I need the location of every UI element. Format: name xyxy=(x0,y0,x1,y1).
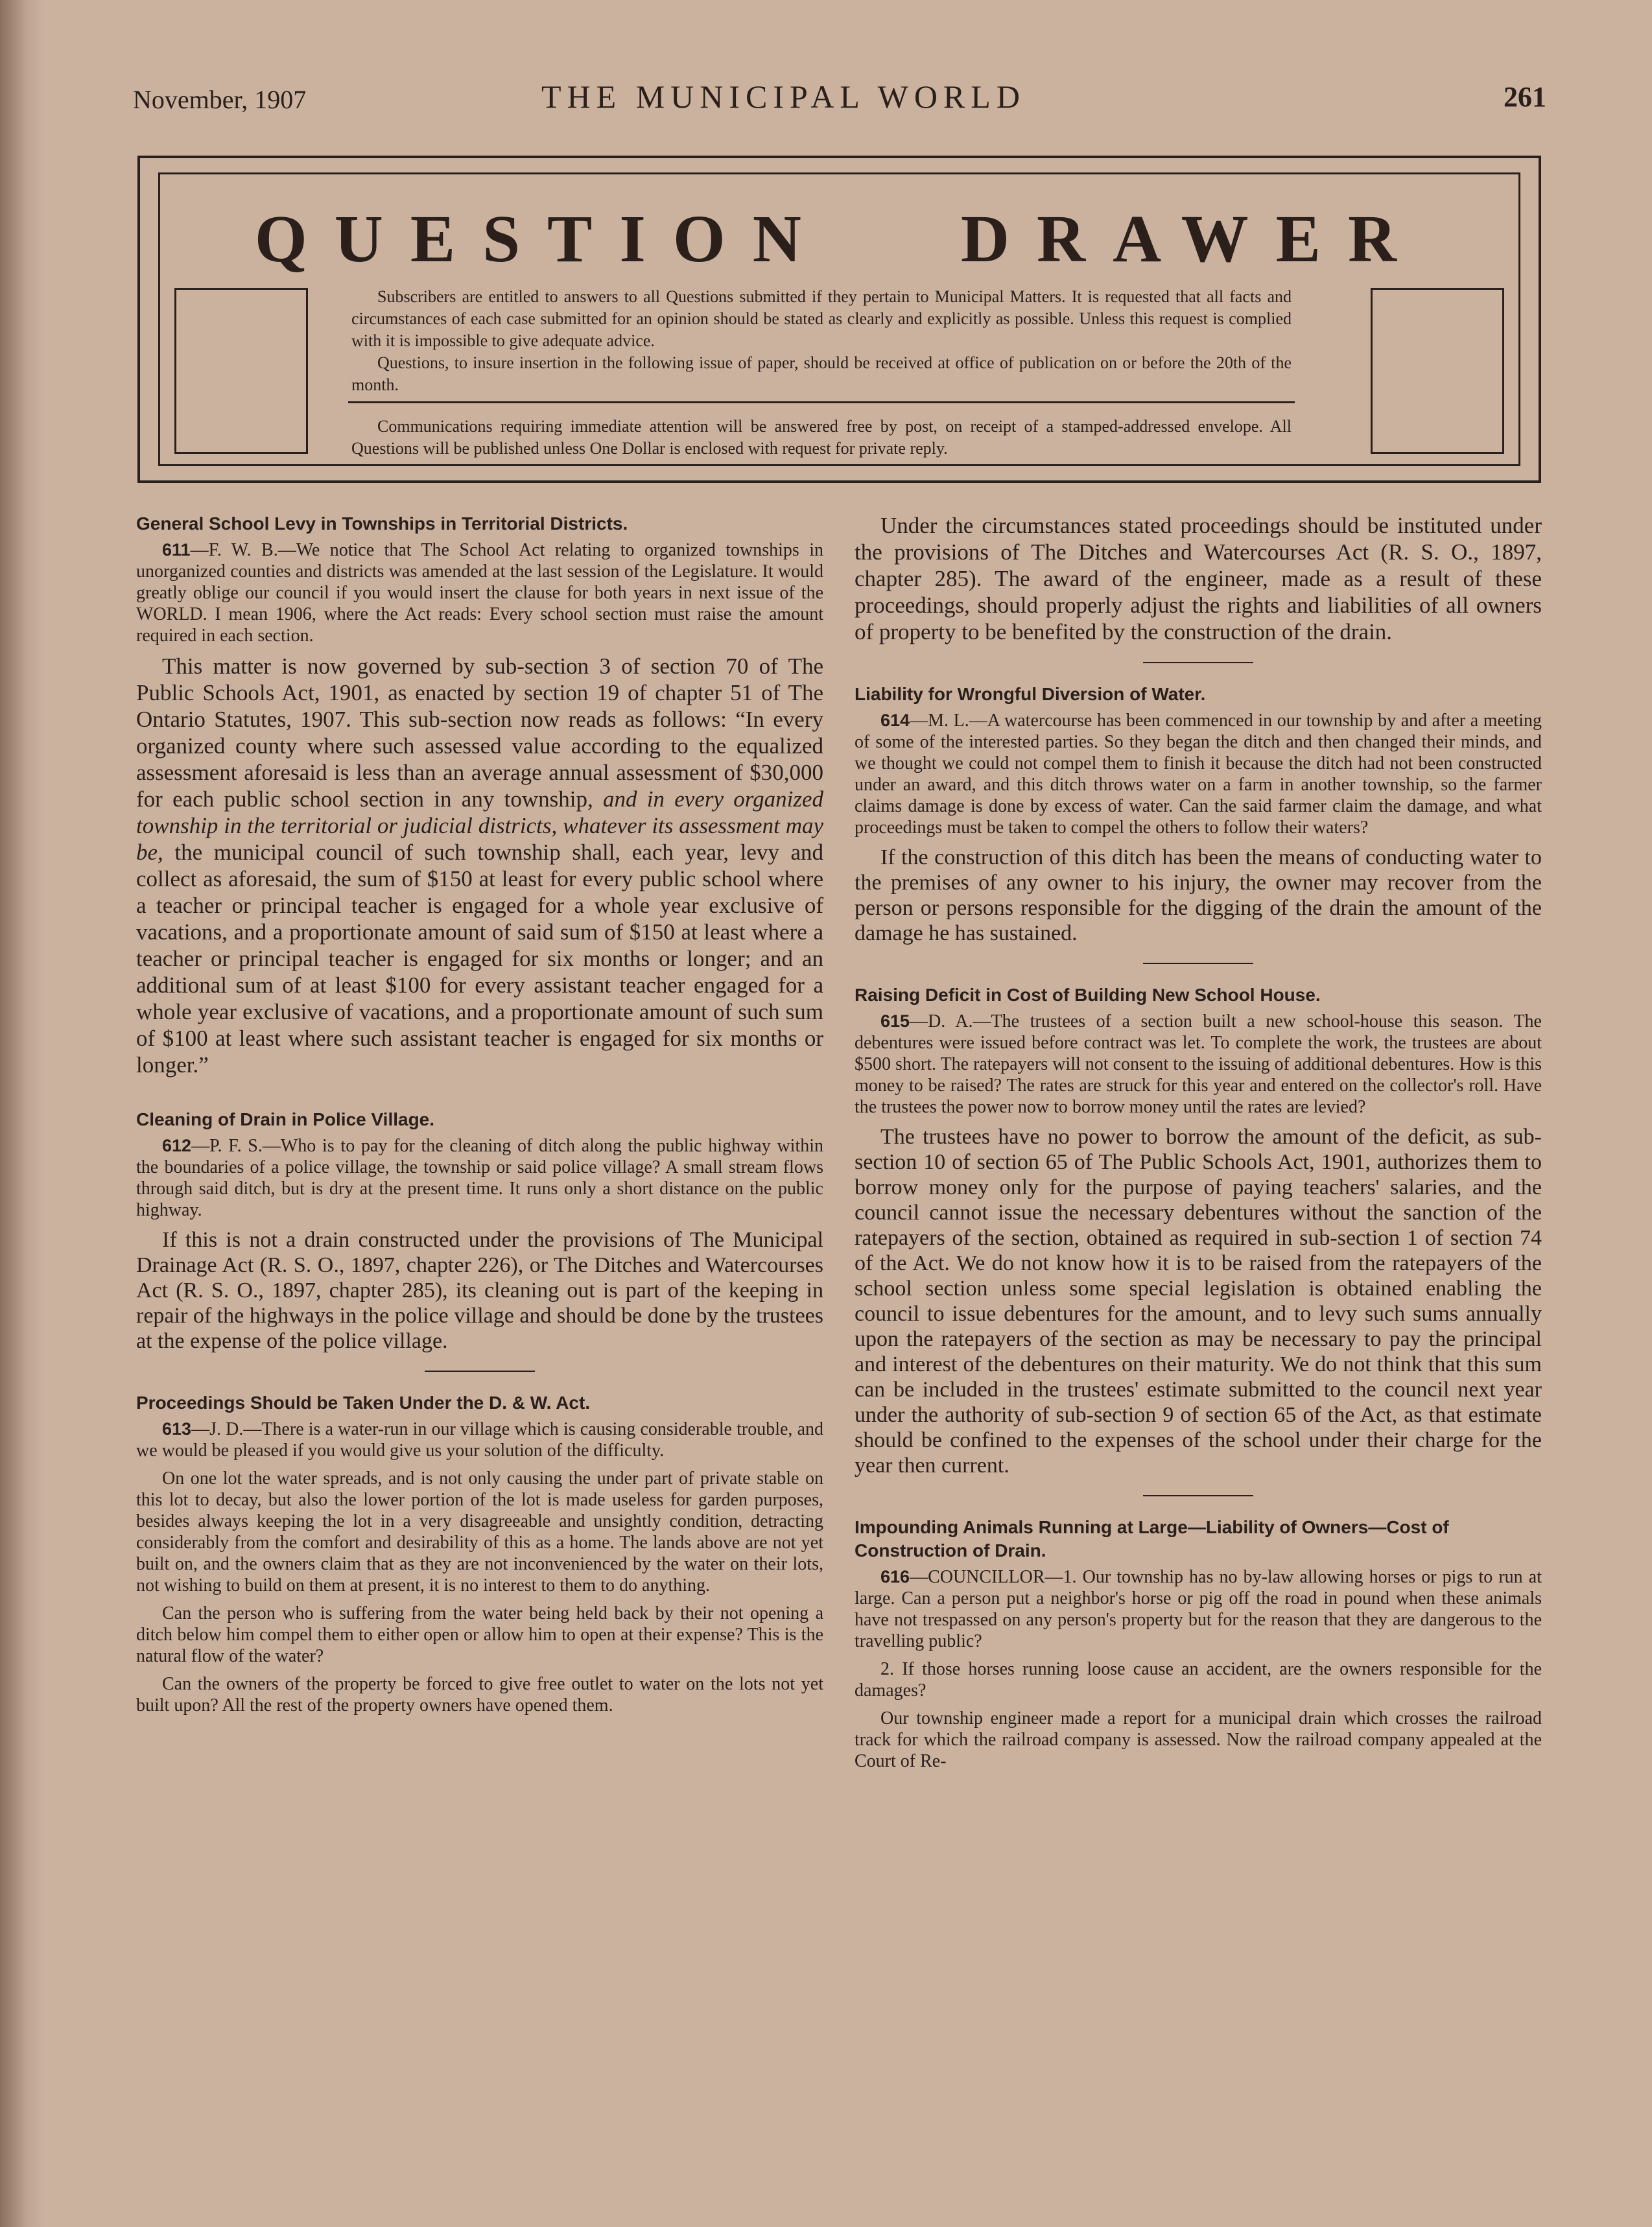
article-613-answer: Under the circumstances stated proceedings should be instituted under the provisions of The Ditches and Watercourses Act (R. S. O., 1897, chapter 285). The award of the engineer, made as a result of these proceedings, should properly adjust the rights and liabilities of all owners of property to be benefited by the construction of the drain. xyxy=(855,513,1542,644)
section-separator xyxy=(1143,963,1253,964)
question-text: —COUNCILLOR—1. Our township has no by-law allowing horses or pigs to run at large. Can a person put a neighbor's horse or pig off the road in pound when these animals have not trespassed on any person's property but for the reason that they are dangerous to the travelling public? xyxy=(855,1567,1542,1651)
answer-text-1: This matter is now governed by sub-section 3 of section 70 of The Public Schools Act, 1901, as enacted by section 19 of chapter 51 of The Ontario Statutes, 1907. This sub-section now reads as follows: “In every organized county where such assessed value according to the equalized assessment aforesaid is less than an average annual assessment of $30,000 for each public school section in any township, xyxy=(136,654,823,812)
article-question xyxy=(855,1011,1542,1118)
article-question xyxy=(136,1419,823,1461)
banner-notice-2: Questions, to insure insertion in the following issue of paper, should be received at office of publication on or before the 20th of the month. xyxy=(351,353,1292,394)
article-question xyxy=(136,539,823,646)
article-heading: Liability for Wrongful Diversion of Water. xyxy=(855,684,1206,704)
question-number: 614 xyxy=(880,711,910,730)
question-number: 613 xyxy=(162,1419,192,1439)
article-heading: Impounding Animals Running at Large—Liability of Owners—Cost of Construction of Drain. xyxy=(855,1517,1449,1561)
article-heading: Proceedings Should be Taken Under the D. & W. Act. xyxy=(136,1393,591,1413)
page-number: 261 xyxy=(1504,81,1546,113)
article-613 xyxy=(136,1391,823,1716)
article-answer xyxy=(136,653,823,1078)
question-text: —P. F. S.—Who is to pay for the cleaning of ditch along the public highway within the boundaries of a police village, the township or said police village? A small stream flows through said ditch, but is dry at the present time. It runs only a short distance on the public highway. xyxy=(136,1136,823,1220)
section-separator xyxy=(1143,662,1253,663)
question-text: —D. A.—The trustees of a section built a new school-house this season. The debentures were issued before contract was let. To complete the work, the trustees are about $500 short. The ratepayers will not consent to the issuing of additional debentures. How is this money to be raised? The rates are struck for this year and entered on the collector's roll. Have the trustees the power now to borrow money until the rates are levied? xyxy=(855,1011,1542,1117)
banner-notice-block xyxy=(351,286,1292,396)
banner-inner-frame xyxy=(158,172,1520,466)
question-paragraph: Our township engineer made a report for a municipal drain which crosses the railroad track for which the railroad company is assessed. Now the railroad company appealed at the Court of Re- xyxy=(855,1708,1542,1771)
question-text: —M. L.—A watercourse has been commenced in our township by and after a meeting of some of the interested parties. So they began the ditch and then changed their minds, and we thought we could not compel them to finish it because the ditch had not been constructed under an award, and this ditch throws water on a farm in another township, so the farmer claims damage is done by excess of water. Can the said farmer claim the damage, and what proceedings must be taken to compel the others to follow their waters? xyxy=(855,711,1542,838)
article-616 xyxy=(855,1516,1542,1772)
question-text: —J. D.—There is a water-run in our village which is causing considerable trouble, and we would be pleased if you would give us your solution of the difficulty. xyxy=(136,1419,823,1461)
journal-title: THE MUNICIPAL WORLD xyxy=(541,78,1026,115)
question-number: 611 xyxy=(162,540,191,560)
article-615 xyxy=(855,984,1542,1478)
article-question xyxy=(855,1566,1542,1652)
article-answer: If this is not a drain constructed under the provisions of The Municipal Drainage Act (R. S. O., 1897, chapter 226), or The Ditches and Watercourses Act (R. S. O., 1897, chapter 285), its cleaning out is part of the keeping in repair of the highways in the police village and should be done by the trustees at the expense of the police village. xyxy=(136,1228,823,1353)
question-drawer-banner xyxy=(137,156,1541,483)
article-614 xyxy=(855,683,1542,946)
question-number: 615 xyxy=(880,1011,910,1031)
banner-right-box xyxy=(1371,288,1504,454)
running-head xyxy=(133,78,1546,123)
article-question xyxy=(855,710,1542,838)
article-heading: Raising Deficit in Cost of Building New School House. xyxy=(855,985,1321,1005)
page-binding-shadow xyxy=(0,0,45,2227)
banner-notice-3: Communications requiring immediate attention will be answered free by post, on receipt of a stamped-addressed envelope. All Questions will be published unless One Dollar is enclosed with request for private reply. xyxy=(351,417,1292,458)
banner-divider xyxy=(348,401,1295,403)
answer-text-2: the municipal council of such township shall, each year, levy and collect as aforesaid, the sum of $150 at least for every public school where a teacher or principal teacher is engaged for a whole year exclusive of vacations, and a proportionate amount of said sum of $150 at least where a teacher or principal teacher is engaged for six months or longer; and an additional sum of at least $100 for every assistant teacher engaged for a whole year exclusive of vacations, and a proportionate amount of such sum of $100 at least where such assistant teacher is engaged for six months or longer.” xyxy=(136,840,823,1078)
question-paragraph: Can the person who is suffering from the water being held back by their not opening a ditch below him compel them to either open or allow him to open at their expense? This is the natural flow of the water? xyxy=(136,1603,823,1666)
article-611 xyxy=(136,512,823,1078)
question-text: —F. W. B.—We notice that The School Act relating to organized townships in unorganized counties and districts was amended at the last session of the Legislature. It would greatly oblige our council if you would insert the clause for both years in next issue of the WORLD. I mean 1906, where the Act reads: Every school section must raise the amount required in each section. xyxy=(136,540,823,646)
question-paragraph: Can the owners of the property be forced to give free outlet to water on the lots not yet built upon? All the rest of the property owners have opened them. xyxy=(136,1674,823,1715)
article-answer: The trustees have no power to borrow the amount of the deficit, as sub-section 10 of section 65 of The Public Schools Act, 1901, authorizes them to borrow money only for the purpose of paying teachers' salaries, and the council cannot issue the necessary debentures without the sanction of the ratepayers of the section, obtained as required in sub-section 1 of section 74 of the Act. We do not know how it is to be raised from the ratepayers of the school section unless some special legislation is obtained enabling the council to issue debentures for the amount, and to levy such sums annually upon the ratepayers of the section as may be necessary to pay the principal and interest of the debentures on their maturity. We do not think that this sum can be included in the trustees' estimate submitted to the council next year under the authority of sub-section 9 of section 65 of the Act, as that estimate should be confined to the expenses of the school under their charge for the year then current. xyxy=(855,1125,1542,1478)
question-paragraph: 2. If those horses running loose cause an accident, are the owners responsible for the damages? xyxy=(855,1659,1542,1701)
article-heading: General School Levy in Townships in Territorial Districts. xyxy=(136,513,628,534)
section-separator xyxy=(425,1371,535,1372)
banner-title: QUESTION DRAWER xyxy=(254,202,1424,276)
banner-left-box xyxy=(174,288,308,454)
question-paragraph: On one lot the water spreads, and is not only causing the under part of private stable on this lot to decay, but also the lower portion of the lot is made useless for garden purposes, besides always keeping the lot in a very disagreeable and unsightly condition, detracting considerably from the comfort and desirability of this as a home. The lands above are not yet built on, and the owners claim that as they are not inconvenienced by the water on their lots, not wishing to build on them at present, it is no interest to them to do anything. xyxy=(136,1468,823,1596)
article-gap xyxy=(136,1085,823,1108)
banner-notice-1: Subscribers are entitled to answers to all Questions submitted if they pertain to Municipal Matters. It is requested that all facts and circumstances of each case submitted for an opinion should be stated as clearly and explicitly as possible. Unless this request is complied with it is impossible to give adequate advice. xyxy=(351,287,1292,350)
article-612 xyxy=(136,1108,823,1354)
question-number: 612 xyxy=(162,1136,192,1155)
question-number: 616 xyxy=(880,1567,910,1586)
issue-date: November, 1907 xyxy=(133,85,307,114)
section-separator xyxy=(1143,1495,1253,1496)
right-column xyxy=(855,512,1542,1778)
left-column xyxy=(136,512,823,1723)
article-heading: Cleaning of Drain in Police Village. xyxy=(136,1109,435,1129)
article-answer: If the construction of this ditch has been the means of conducting water to the premises of any owner to his injury, the owner may recover from the person or persons responsible for the digging of the drain the amount of the damage he has sustained. xyxy=(855,845,1542,945)
answer-italic: and in every organized township in the territorial or judicial districts, whatever its assessment may be, xyxy=(136,786,823,865)
article-question xyxy=(136,1135,823,1221)
